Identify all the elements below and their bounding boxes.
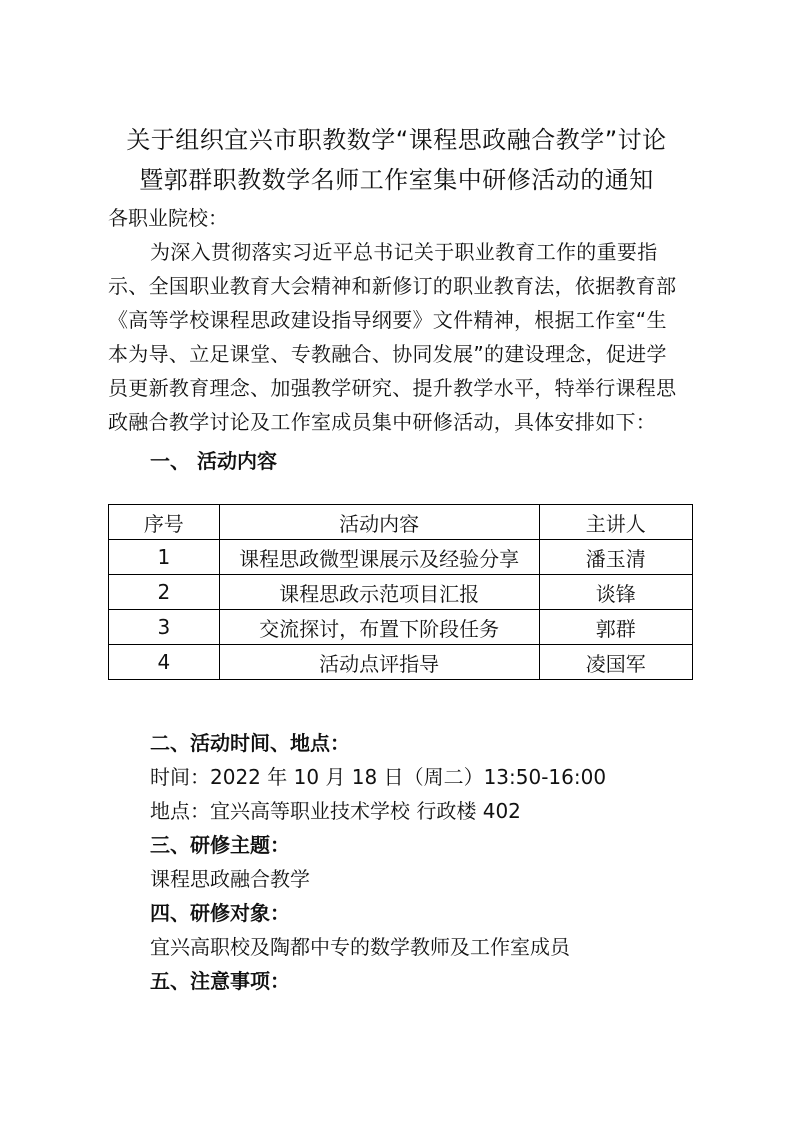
row-content: 活动点评指导 bbox=[219, 645, 539, 680]
section-4-heading: 四、研修对象： bbox=[150, 901, 290, 925]
table-row bbox=[109, 575, 693, 610]
row-speaker: 潘玉清 bbox=[539, 540, 692, 575]
row-index: 1 bbox=[109, 540, 220, 575]
event-time: 时间：2022 年 10 月 18 日（周二）13:50-16:00 bbox=[150, 765, 607, 789]
salutation: 各职业院校： bbox=[108, 206, 228, 230]
research-participants: 宜兴高职校及陶都中专的数学教师及工作室成员 bbox=[150, 935, 570, 959]
row-index: 2 bbox=[109, 575, 220, 610]
row-content: 课程思政微型课展示及经验分享 bbox=[219, 540, 539, 575]
section-1-heading: 一、 活动内容 bbox=[150, 449, 277, 473]
table-header-row bbox=[109, 505, 693, 540]
row-speaker: 凌国军 bbox=[539, 645, 692, 680]
row-content: 课程思政示范项目汇报 bbox=[219, 575, 539, 610]
section-3-heading: 三、研修主题： bbox=[150, 833, 290, 857]
table-row bbox=[109, 645, 693, 680]
header-index: 序号 bbox=[109, 505, 220, 540]
research-theme: 课程思政融合教学 bbox=[150, 867, 310, 891]
event-place: 地点：宜兴高等职业技术学校 行政楼 402 bbox=[150, 799, 521, 823]
intro-line: 本为导、立足课堂、专教融合、协同发展”的建设理念，促进学 bbox=[108, 342, 667, 366]
row-index: 3 bbox=[109, 610, 220, 645]
row-content: 交流探讨，布置下阶段任务 bbox=[219, 610, 539, 645]
section-2-heading: 二、活动时间、地点： bbox=[150, 731, 350, 755]
activity-table bbox=[108, 504, 693, 680]
row-speaker: 谈锋 bbox=[539, 575, 692, 610]
row-index: 4 bbox=[109, 645, 220, 680]
title-line-2: 暨郭群职教数学名师工作室集中研修活动的通知 bbox=[139, 166, 654, 194]
row-speaker: 郭群 bbox=[539, 610, 692, 645]
intro-line: 政融合教学讨论及工作室成员集中研修活动，具体安排如下： bbox=[108, 410, 657, 434]
header-content: 活动内容 bbox=[219, 505, 539, 540]
title-line-1: 关于组织宜兴市职教数学“课程思政融合教学”讨论 bbox=[126, 126, 667, 154]
intro-line: 《高等学校课程思政建设指导纲要》文件精神，根据工作室“生 bbox=[108, 308, 667, 332]
table-row bbox=[109, 610, 693, 645]
intro-line: 为深入贯彻落实习近平总书记关于职业教育工作的重要指 bbox=[150, 240, 658, 264]
section-5-heading: 五、注意事项： bbox=[150, 969, 290, 993]
table-row bbox=[109, 540, 693, 575]
intro-line: 员更新教育理念、加强教学研究、提升教学水平，特举行课程思 bbox=[108, 376, 677, 400]
header-speaker: 主讲人 bbox=[539, 505, 692, 540]
intro-line: 示、全国职业教育大会精神和新修订的职业教育法，依据教育部 bbox=[108, 274, 677, 298]
